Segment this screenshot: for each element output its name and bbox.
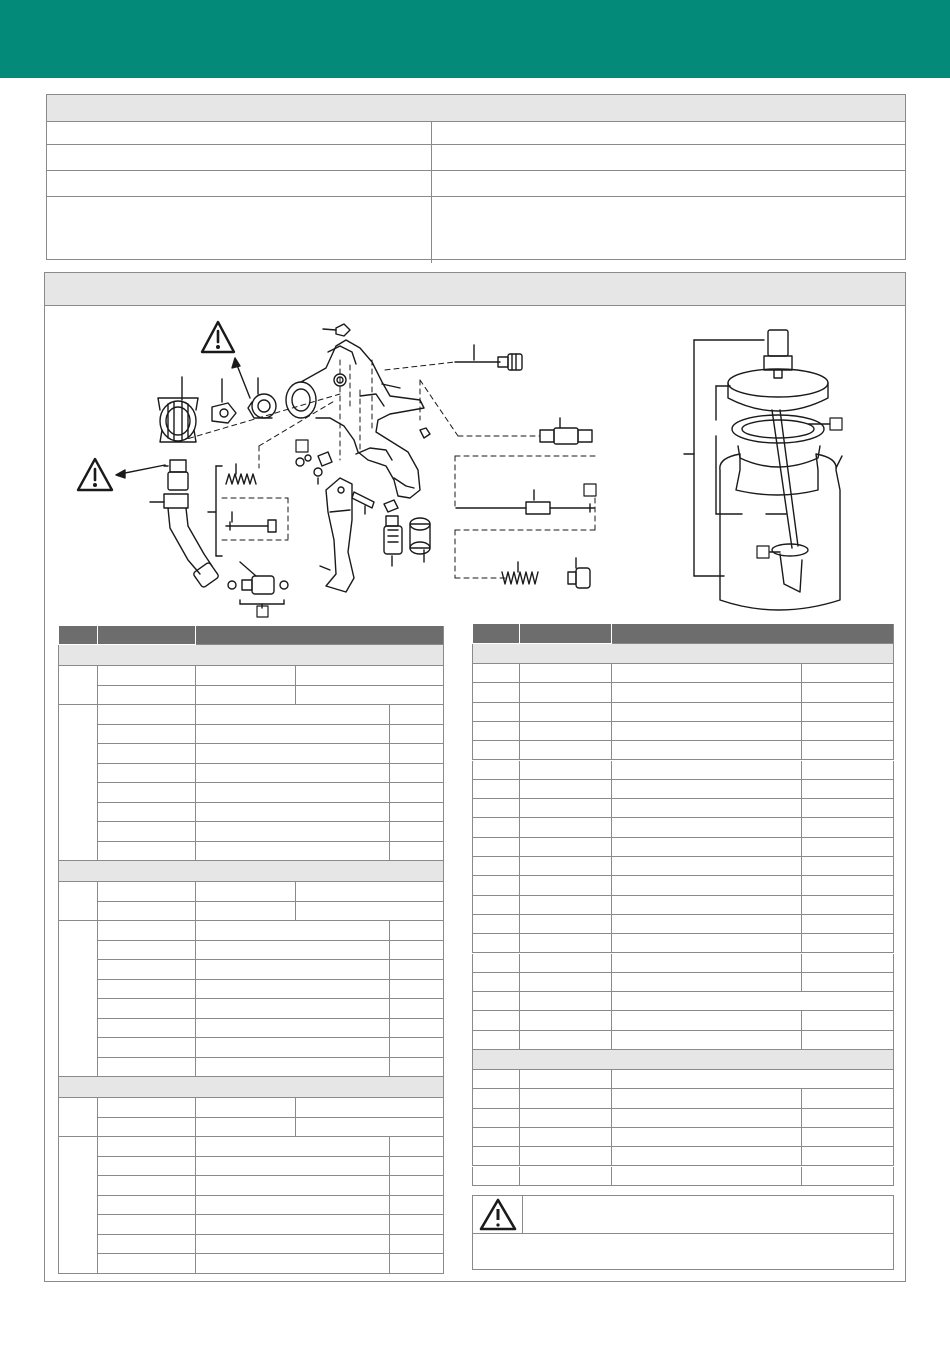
table-cell xyxy=(98,1235,196,1255)
table-cell xyxy=(612,1147,802,1166)
table-cell xyxy=(98,999,196,1019)
table-cell xyxy=(196,764,390,784)
warning-icon xyxy=(78,459,112,490)
table-cell xyxy=(390,999,444,1019)
warning-note-box xyxy=(472,1195,894,1270)
table-cell xyxy=(196,980,390,1000)
table-cell xyxy=(802,683,894,702)
screw-part xyxy=(296,440,332,484)
table-cell xyxy=(98,744,196,764)
table-cell xyxy=(802,799,894,818)
fluid-needle-part xyxy=(456,484,596,514)
warning-note-icon-cell xyxy=(473,1196,523,1233)
table-cell xyxy=(196,921,390,941)
table-cell xyxy=(612,780,802,799)
table-cell xyxy=(520,954,612,973)
table-cell xyxy=(98,1118,196,1138)
table-cell xyxy=(98,764,196,784)
table-cell xyxy=(802,741,894,760)
table-cell xyxy=(196,842,390,862)
table-cell xyxy=(520,992,612,1011)
table-cell xyxy=(390,960,444,980)
table-cell xyxy=(390,744,444,764)
table-cell xyxy=(472,915,520,934)
table-cell xyxy=(472,1070,520,1089)
fluid-adjust-knob-part xyxy=(568,568,590,588)
table-cell xyxy=(612,934,802,953)
table-cell xyxy=(472,857,520,876)
group-cell xyxy=(58,921,98,1077)
table-cell xyxy=(196,1098,296,1118)
table-cell xyxy=(98,1215,196,1235)
table-cell xyxy=(196,941,390,961)
table-cell xyxy=(98,1038,196,1058)
table-cell xyxy=(390,941,444,961)
parts-list-right xyxy=(472,624,894,1184)
table-cell xyxy=(472,818,520,837)
table-cell xyxy=(472,1109,520,1128)
table-cell xyxy=(98,803,196,823)
table-cell xyxy=(802,857,894,876)
table-cell xyxy=(98,1019,196,1039)
group-cell xyxy=(58,666,98,705)
table-cell xyxy=(520,876,612,895)
table-cell xyxy=(520,799,612,818)
pin-part xyxy=(352,492,374,508)
table-header-cell xyxy=(612,624,894,644)
table-cell xyxy=(520,1031,612,1050)
table-cell xyxy=(802,838,894,857)
table-cell xyxy=(520,915,612,934)
table-cell xyxy=(612,1089,802,1108)
table-cell xyxy=(196,882,296,902)
group-cell xyxy=(58,1137,98,1274)
table-cell xyxy=(472,703,520,722)
group-cell xyxy=(58,882,98,921)
table-cell xyxy=(196,725,390,745)
table-cell xyxy=(520,1128,612,1147)
group-cell xyxy=(58,1098,98,1137)
table-cell xyxy=(612,876,802,895)
table-cell xyxy=(196,803,390,823)
table-cell xyxy=(520,722,612,741)
table-cell xyxy=(612,683,802,702)
table-cell xyxy=(390,921,444,941)
table-cell xyxy=(802,703,894,722)
table-cell xyxy=(390,1038,444,1058)
table-cell xyxy=(390,842,444,862)
table-cell xyxy=(802,1011,894,1030)
table-cell xyxy=(612,954,802,973)
table-cell xyxy=(612,857,802,876)
table-cell xyxy=(612,838,802,857)
table-cell xyxy=(612,1167,802,1186)
table-cell xyxy=(802,1147,894,1166)
table-cell xyxy=(196,1196,390,1216)
table-cell xyxy=(802,876,894,895)
table-cell xyxy=(520,838,612,857)
table-cell xyxy=(612,896,802,915)
table-cell xyxy=(390,803,444,823)
table-cell xyxy=(520,857,612,876)
table-cell xyxy=(472,1031,520,1050)
table-cell xyxy=(802,1128,894,1147)
table-cell xyxy=(196,783,390,803)
table-cell xyxy=(98,1137,196,1157)
table-cell xyxy=(196,1038,390,1058)
table-cell xyxy=(98,666,196,686)
table-cell xyxy=(196,902,296,922)
table-cell xyxy=(472,799,520,818)
table-cell xyxy=(98,1196,196,1216)
table-cell xyxy=(520,818,612,837)
table-cell xyxy=(612,992,894,1011)
air-cap-part xyxy=(158,398,198,442)
fluid-fitting-part xyxy=(384,500,402,554)
table-cell xyxy=(196,1176,390,1196)
table-cell xyxy=(98,1254,196,1274)
table-cell xyxy=(472,1167,520,1186)
table-cell xyxy=(520,1147,612,1166)
warning-icon xyxy=(202,322,234,352)
table-cell xyxy=(98,1157,196,1177)
nozzle-part xyxy=(212,403,236,423)
table-cell xyxy=(520,973,612,992)
table-cell xyxy=(98,1176,196,1196)
table-cell xyxy=(612,915,802,934)
baffle-part xyxy=(248,394,276,418)
table-cell xyxy=(98,960,196,980)
table-cell xyxy=(802,1167,894,1186)
table-cell xyxy=(390,1157,444,1177)
air-inlet-part xyxy=(410,518,430,554)
table-cell xyxy=(802,934,894,953)
table-cell xyxy=(520,703,612,722)
table-cell xyxy=(472,741,520,760)
table-cell xyxy=(296,1098,444,1118)
table-cell xyxy=(802,1031,894,1050)
table-cell xyxy=(520,896,612,915)
table-cell xyxy=(520,1011,612,1030)
table-cell xyxy=(98,705,196,725)
table-cell xyxy=(98,686,196,706)
table-cell xyxy=(196,960,390,980)
section-band xyxy=(58,645,444,666)
table-cell xyxy=(390,1215,444,1235)
table-cell xyxy=(472,954,520,973)
table-cell xyxy=(196,1137,390,1157)
table-cell xyxy=(196,1254,390,1274)
table-cell xyxy=(472,992,520,1011)
table-cell xyxy=(98,902,196,922)
table-cell xyxy=(472,780,520,799)
table-cell xyxy=(472,761,520,780)
table-cell xyxy=(802,818,894,837)
table-cell xyxy=(612,1070,894,1089)
table-cell xyxy=(612,973,802,992)
table-cell xyxy=(472,664,520,683)
table-cell xyxy=(612,1031,802,1050)
table-cell xyxy=(612,703,802,722)
table-cell xyxy=(472,934,520,953)
section-band xyxy=(58,861,444,882)
table-cell xyxy=(98,882,196,902)
table-header-cell xyxy=(98,626,196,645)
table-cell xyxy=(98,725,196,745)
table-cell xyxy=(390,725,444,745)
table-header-cell xyxy=(520,624,612,644)
table-cell xyxy=(520,934,612,953)
table-cell xyxy=(296,666,444,686)
table-cell xyxy=(612,1109,802,1128)
table-cell xyxy=(520,761,612,780)
table-cell xyxy=(472,1089,520,1108)
table-cell xyxy=(472,973,520,992)
table-cell xyxy=(612,818,802,837)
table-cell xyxy=(390,1137,444,1157)
table-header-cell xyxy=(196,626,444,645)
table-cell xyxy=(196,705,390,725)
table-cell xyxy=(390,783,444,803)
fluid-inlet-part xyxy=(164,460,219,588)
table-cell xyxy=(472,1147,520,1166)
spring-part xyxy=(502,572,538,584)
table-cell xyxy=(520,1109,612,1128)
table-cell xyxy=(390,1235,444,1255)
section-band xyxy=(472,644,894,664)
table-cell xyxy=(612,799,802,818)
table-cell xyxy=(196,1235,390,1255)
table-cell xyxy=(196,686,296,706)
section-band xyxy=(472,1050,894,1070)
gun-body-part xyxy=(286,340,424,498)
table-cell xyxy=(472,1128,520,1147)
spring-part xyxy=(226,474,256,484)
table-cell xyxy=(520,741,612,760)
table-cell xyxy=(472,896,520,915)
table-cell xyxy=(802,780,894,799)
table-cell xyxy=(520,1070,612,1089)
table-cell xyxy=(390,980,444,1000)
table-cell xyxy=(612,1011,802,1030)
air-micrometer-part xyxy=(228,576,288,617)
table-cell xyxy=(520,780,612,799)
table-cell xyxy=(612,741,802,760)
table-cell xyxy=(802,973,894,992)
table-cell xyxy=(472,876,520,895)
table-cell xyxy=(390,1254,444,1274)
table-cell xyxy=(520,1089,612,1108)
section-band xyxy=(58,1077,444,1098)
table-cell xyxy=(390,1019,444,1039)
valve-stem-part xyxy=(226,520,276,532)
table-cell xyxy=(472,683,520,702)
table-cell xyxy=(802,1109,894,1128)
table-header-cell xyxy=(472,624,520,644)
table-cell xyxy=(196,999,390,1019)
table-cell xyxy=(196,1157,390,1177)
table-cell xyxy=(196,1058,390,1078)
table-cell xyxy=(98,822,196,842)
table-cell xyxy=(98,1098,196,1118)
table-cell xyxy=(98,980,196,1000)
group-cell xyxy=(58,705,98,861)
needle-adjust-part xyxy=(455,354,522,370)
table-cell xyxy=(390,1196,444,1216)
table-cell xyxy=(472,1011,520,1030)
table-header-cell xyxy=(58,626,98,645)
table-cell xyxy=(98,941,196,961)
air-valve-part xyxy=(540,428,592,444)
table-cell xyxy=(802,1089,894,1108)
table-cell xyxy=(612,664,802,683)
table-cell xyxy=(98,921,196,941)
table-cell xyxy=(472,838,520,857)
table-cell xyxy=(802,722,894,741)
table-cell xyxy=(390,1058,444,1078)
table-cell xyxy=(390,705,444,725)
table-cell xyxy=(196,1118,296,1138)
table-cell xyxy=(390,1176,444,1196)
table-cell xyxy=(390,822,444,842)
table-cell xyxy=(196,1215,390,1235)
table-cell xyxy=(802,915,894,934)
trigger-part xyxy=(326,478,354,592)
table-cell xyxy=(196,744,390,764)
table-cell xyxy=(196,822,390,842)
table-cell xyxy=(98,1058,196,1078)
paint-cup-diagram xyxy=(684,330,842,610)
table-cell xyxy=(520,664,612,683)
table-cell xyxy=(612,722,802,741)
table-cell xyxy=(196,1019,390,1039)
table-cell xyxy=(802,664,894,683)
warning-icon xyxy=(473,1196,523,1233)
table-cell xyxy=(196,666,296,686)
table-cell xyxy=(296,882,444,902)
table-cell xyxy=(520,1167,612,1186)
table-cell xyxy=(98,783,196,803)
table-cell xyxy=(98,842,196,862)
table-cell xyxy=(802,896,894,915)
table-cell xyxy=(612,1128,802,1147)
table-cell xyxy=(802,954,894,973)
table-cell xyxy=(612,761,802,780)
table-cell xyxy=(802,761,894,780)
table-cell xyxy=(296,902,444,922)
table-cell xyxy=(296,1118,444,1138)
table-cell xyxy=(296,686,444,706)
table-cell xyxy=(472,722,520,741)
parts-list-left xyxy=(58,626,444,1270)
table-cell xyxy=(390,764,444,784)
table-cell xyxy=(520,683,612,702)
